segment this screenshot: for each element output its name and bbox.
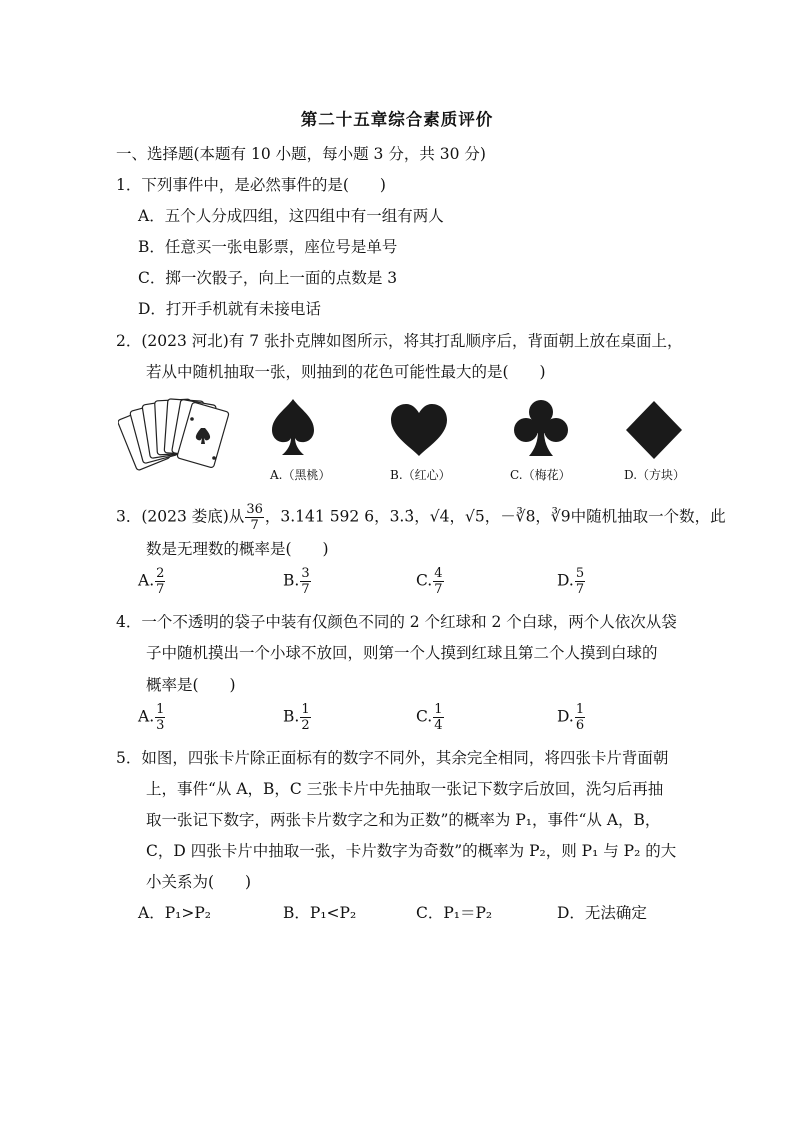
q1-option-b: B．任意买一张电影票，座位号是单号	[138, 238, 398, 256]
suit-label-b: B.（红心）	[390, 468, 451, 482]
q5-line-4: C，D 四张卡片中抽取一张，卡片数字为奇数”的概率为 P₂，则 P₁ 与 P₂ 的大	[146, 842, 677, 860]
spade-icon	[268, 397, 318, 459]
q1-option-c: C．掷一次骰子，向上一面的点数是 3	[138, 269, 398, 287]
q5-line-2: 上，事件“从 A，B，C 三张卡片中先抽取一张记下数字后放回，洗匀后再抽	[146, 780, 664, 798]
diamond-icon	[624, 399, 684, 461]
q5-line-1: 5．如图，四张卡片除正面标有的数字不同外，其余完全相同，将四张卡片背面朝	[116, 749, 669, 767]
q4-line-2: 子中随机摸出一个小球不放回，则第一个人摸到红球且第二个人摸到白球的	[146, 644, 658, 662]
q5-line-5: 小关系为( )	[146, 873, 252, 891]
q5-option-b: B．P₁<P₂	[283, 904, 357, 922]
page-title: 第二十五章综合素质评价	[300, 110, 494, 129]
suit-label-a: A.（黑桃）	[270, 468, 331, 482]
q1-option-d: D．打开手机就有未接电话	[138, 300, 321, 318]
q3-fraction	[245, 502, 264, 533]
q1-option-a: A．五个人分成四组，这四组中有一组有两人	[138, 207, 444, 225]
q2-line-2: 若从中随机抽取一张，则抽到的花色可能性最大的是( )	[146, 363, 546, 381]
q3-line-2: 数是无理数的概率是( )	[146, 540, 329, 558]
q5-line-3: 取一张记下数字，两张卡片数字之和为正数”的概率为 P₁，事件“从 A，B，	[146, 811, 661, 829]
q2-line-1: 2．(2023 河北)有 7 张扑克牌如图所示，将其打乱顺序后，背面朝上放在桌面上，	[116, 332, 683, 350]
q3-fraction-num: 36	[246, 502, 263, 517]
q5-option-a: A．P₁>P₂	[138, 904, 211, 922]
club-icon	[511, 397, 571, 459]
q1-stem: 1．下列事件中，是必然事件的是( )	[116, 176, 386, 194]
q5-option-c: C．P₁＝P₂	[416, 904, 493, 922]
q3-fraction-den: 7	[250, 518, 259, 533]
suit-label-d: D.（方块）	[624, 468, 686, 482]
suit-label-c: C.（梅花）	[510, 468, 571, 482]
q3-option-a: A. $\frac{2}{7}$	[138, 566, 165, 597]
heart-icon	[388, 402, 450, 458]
q3-option-b: B. $\frac{3}{7}$	[283, 566, 310, 597]
q4-line-1: 4．一个不透明的袋子中装有仅颜色不同的 2 个红球和 2 个白球，两个人依次从袋	[116, 613, 677, 631]
q5-option-d: D．无法确定	[557, 904, 647, 922]
q4-option-d: D. $\frac{1}{6}$	[557, 702, 585, 733]
section-heading: 一、选择题(本题有 10 小题，每小题 3 分，共 30 分)	[116, 145, 486, 163]
q3-middle: ，3.141 592 6，3.3̇，√4，√5，－∛8，∛9中随机抽取一个数，此	[264, 507, 726, 526]
q4-option-b: B. $\frac{1}{2}$	[283, 702, 310, 733]
q4-line-3: 概率是( )	[146, 676, 236, 694]
q4-option-c: C. $\frac{1}{4}$	[416, 702, 443, 733]
q4-option-a: A. $\frac{1}{3}$	[138, 702, 165, 733]
q3-option-c: C. $\frac{4}{7}$	[416, 566, 443, 597]
q3-option-d: D. $\frac{5}{7}$	[557, 566, 585, 597]
playing-cards-figure	[118, 392, 230, 476]
q3-prefix: 3．(2023 娄底)从	[116, 507, 245, 526]
q3-line-1	[116, 502, 726, 533]
